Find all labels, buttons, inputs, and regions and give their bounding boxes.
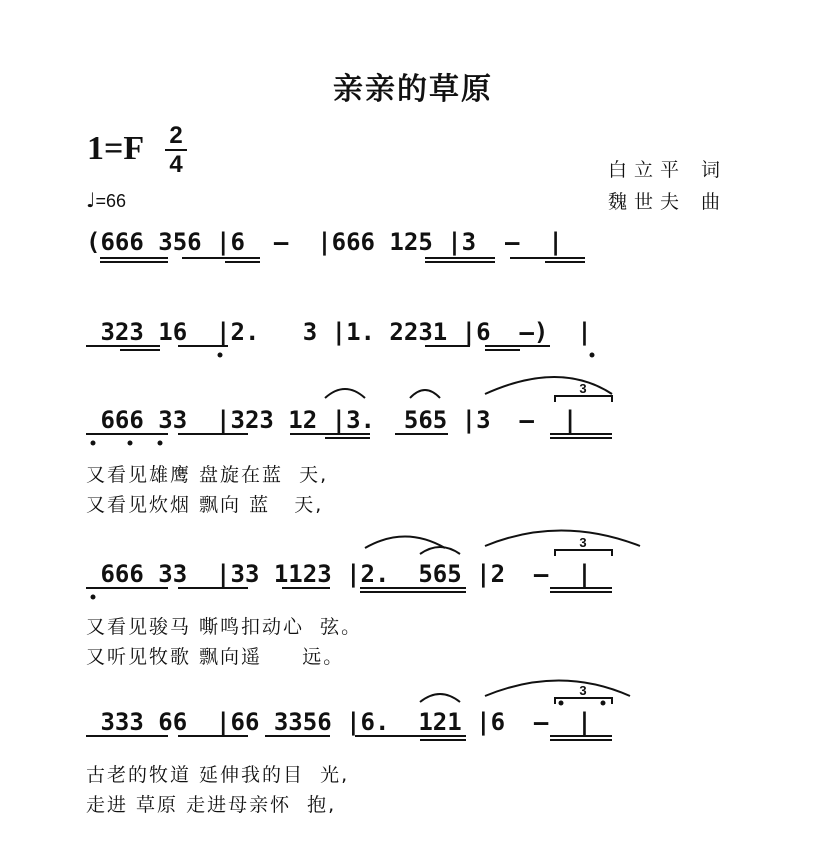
triplet-label: 3 <box>579 535 587 550</box>
key-signature: 1=F <box>87 130 145 167</box>
triplet-label: 3 <box>579 381 587 396</box>
octave-dot <box>158 441 163 446</box>
row-3-beams <box>86 434 612 438</box>
octave-dot <box>590 353 595 358</box>
lyric-row-4-verse-2: 又听见牧歌 飘向遥 远。 <box>86 646 345 668</box>
slur-row-3-b <box>410 390 440 398</box>
notation-row-3: 666 33 |323 12 |3. 565 |3 – | <box>86 406 578 434</box>
notation-row-1: (666 356 |6 – |666 125 |3 – | <box>86 228 563 256</box>
slur-row-3-c <box>485 377 612 394</box>
notation-row-4: 666 33 |33 1123 |2. 565 |2 – | <box>86 560 592 588</box>
notation-row-2: 323 16 |2. 3 |1. 2231 |6 –) | <box>86 318 592 346</box>
lyricist-name: 白立平 <box>608 159 687 181</box>
time-signature-top: 2 <box>169 122 183 149</box>
composer-role: 曲 <box>701 191 728 213</box>
composer-name: 魏世夫 <box>608 191 687 213</box>
octave-dot <box>128 441 133 446</box>
octave-dot <box>218 353 223 358</box>
slur-row-4-b <box>420 547 460 554</box>
octave-dot <box>601 701 606 706</box>
lyric-row-4-verse-1: 又看见骏马 嘶鸣扣动心 弦。 <box>86 616 363 638</box>
slur-row-4-c <box>485 531 640 547</box>
lyric-row-3-verse-1: 又看见雄鹰 盘旋在蓝 天, <box>86 464 329 486</box>
slur-row-4-a <box>365 537 445 549</box>
triplet-label: 3 <box>579 683 587 698</box>
row-4-beams <box>86 588 612 592</box>
lyric-row-3-verse-2: 又看见炊烟 飘向 蓝 天, <box>86 494 324 516</box>
triplet-bracket-row-3 <box>555 396 612 402</box>
triplet-bracket-row-4 <box>555 550 612 556</box>
octave-dot <box>559 701 564 706</box>
slur-row-5-a <box>420 694 460 702</box>
row-2-beams <box>86 346 550 350</box>
row-1-beams <box>100 258 585 262</box>
time-signature-bottom: 4 <box>169 151 183 178</box>
octave-dot <box>91 595 96 600</box>
quarter-note-icon: ♩ <box>86 188 96 212</box>
tempo-value: =66 <box>95 191 126 211</box>
lyricist-role: 词 <box>701 159 728 181</box>
song-title: 亲亲的草原 <box>333 72 493 107</box>
lyric-row-5-verse-2: 走进 草原 走进母亲怀 抱, <box>86 794 337 816</box>
slur-row-3-a <box>325 389 365 398</box>
lyric-row-5-verse-1: 古老的牧道 延伸我的目 光, <box>86 764 350 786</box>
slur-row-5-b <box>485 681 630 697</box>
notation-row-5: 333 66 |66 3356 |6. 121 |6 – | <box>86 708 592 736</box>
row-5-beams <box>86 736 612 740</box>
octave-dot <box>91 441 96 446</box>
